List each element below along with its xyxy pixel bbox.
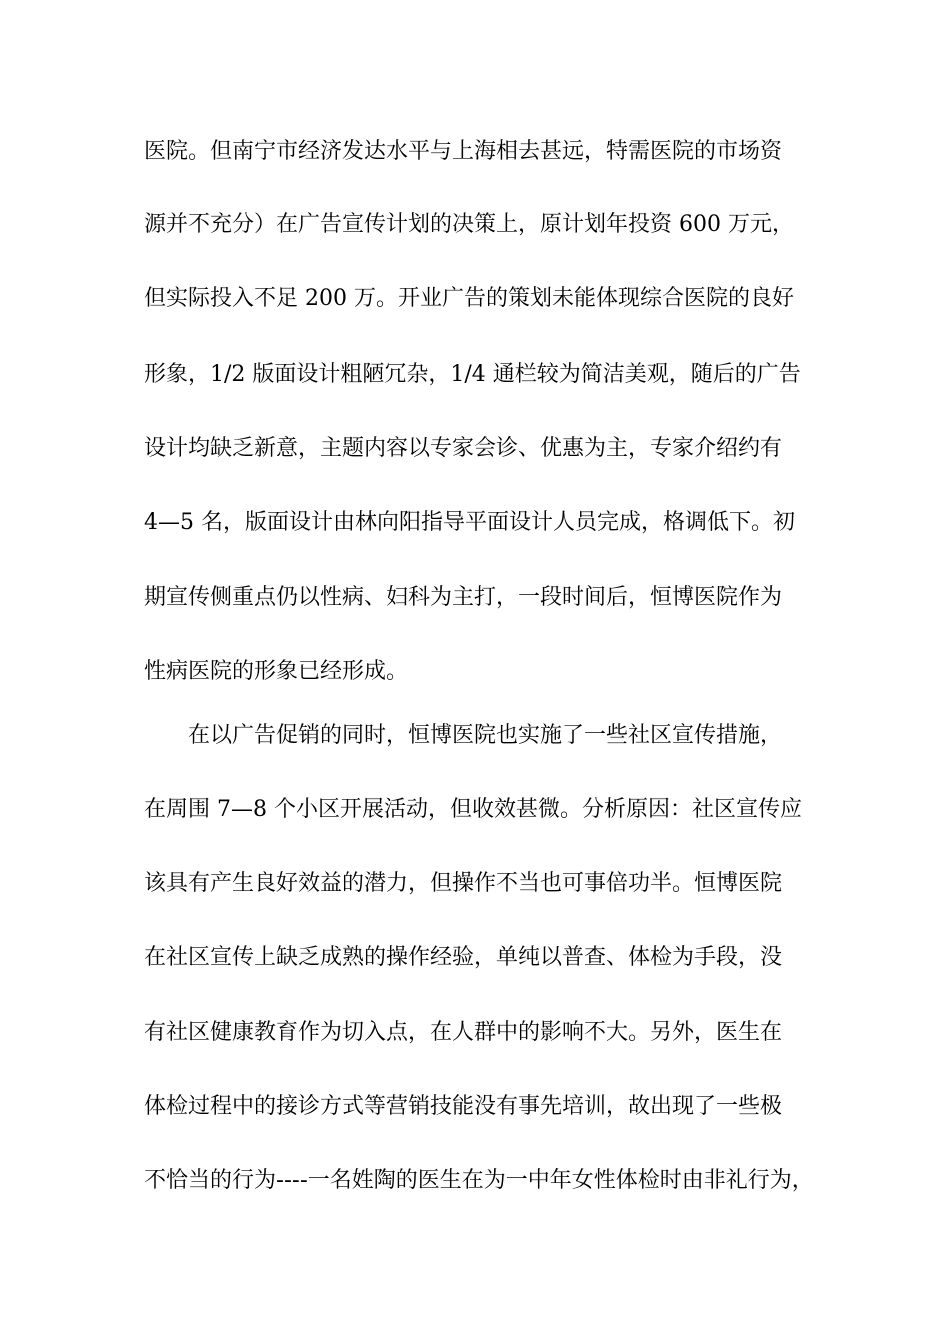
text-line: [144, 1164, 844, 1198]
text-line: [144, 941, 844, 975]
text-run: 在周围 7—8 个小区开展活动，但收效甚微。: [144, 797, 582, 822]
text-run: 源并不充分: [144, 212, 255, 237]
text-line: [144, 867, 844, 901]
paragraph-first-line: [188, 719, 844, 753]
text-line: [144, 1090, 844, 1124]
text-run: 不恰当的行为----一名姓陶的医生在为一中年女性体检时由非礼行为，: [144, 1168, 814, 1193]
text-run: 有社区健康教育作为切入点，在人群中的影响不大。另外，医生在: [144, 1020, 783, 1045]
text-line: [144, 1016, 844, 1050]
text-line: [144, 208, 844, 242]
text-run: 形象，1/2 版面设计粗陋冗杂，1/4 通栏较为简洁美观，随后的广告: [144, 362, 801, 387]
text-run: 在社区宣传上缺乏成熟的操作经验，单纯以普查、体检为手段，没: [144, 945, 783, 970]
text-run: 分析原因：社区宣传应: [581, 797, 802, 822]
text-line: [144, 793, 844, 827]
text-line: [144, 432, 844, 466]
text-line: [144, 282, 844, 316]
text-run: 期宣传侧重点仍以性病、妇科为主打，一段时间后，恒博医院作为: [144, 585, 783, 610]
text-run: 在以广告促销的同时，恒博医院也实施了一些社区宣传措施，: [188, 723, 783, 748]
text-line: [144, 358, 844, 392]
text-run: 性病医院的形象已经形成。: [144, 659, 409, 684]
text-run: 4—5 名，版面设计由林向阳指导平面设计人员完成，格调低下。初: [144, 510, 795, 535]
text-run: 医院。但南宁市经济发达水平与上海相去甚远，特需医院的市场资: [144, 139, 783, 164]
text-run: 但实际投入不足 200 万。开业广告的策划未能体现综合医院的良好: [144, 286, 794, 311]
text-line: [144, 135, 844, 169]
text-run: ）在广告宣传计划的决策上，原计划年投资 600 万元，: [254, 212, 794, 237]
text-line: [144, 506, 844, 540]
text-line: [144, 655, 844, 689]
text-run: 体检过程中的接诊方式等营销技能没有事先培训，故出现了一些极: [144, 1094, 783, 1119]
text-run: 该具有产生良好效益的潜力，但操作不当也可事倍功半。恒博医院: [144, 871, 783, 896]
text-line: [144, 581, 844, 615]
text-run: 设计均缺乏新意，主题内容以专家会诊、优惠为主，专家介绍约有: [144, 436, 783, 461]
